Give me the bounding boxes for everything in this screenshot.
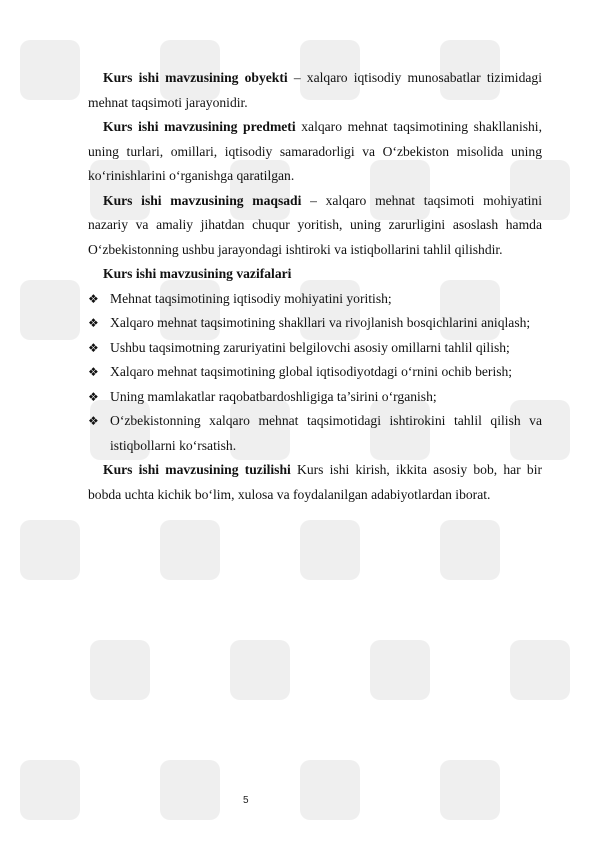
object-paragraph <box>88 66 542 115</box>
list-item-text: O‘zbekistonning xalqaro mehnat taqsimotidagi ishtirokini tahlil qilish va istiqbollarni ko‘rsatish. <box>110 413 542 453</box>
tasks-heading: Kurs ishi mavzusining vazifalari <box>103 266 292 281</box>
list-item <box>88 287 542 312</box>
list-item-text: Xalqaro mehnat taqsimotining shakllari va rivojlanish bosqichlarini aniqlash; <box>110 315 531 330</box>
diamond-bullet-icon: ❖ <box>88 414 99 428</box>
list-item <box>88 385 542 410</box>
list-item-text: Ushbu taqsimotning zaruriyatini belgilovchi asosiy omillarni tahlil qilish; <box>110 339 510 355</box>
structure-paragraph <box>88 458 542 507</box>
list-item <box>88 360 542 385</box>
structure-text: Kurs ishi kirish, ikkita asosiy bob, har bir bobda uchta kichik bo‘lim, xulosa va foydalanilgan adabiyotlardan iborat. <box>88 462 542 502</box>
subject-label: Kurs ishi mavzusining predmeti <box>103 119 296 134</box>
tasks-list <box>88 287 542 459</box>
structure-label: Kurs ishi mavzusining tuzilishi <box>103 462 291 477</box>
diamond-bullet-icon: ❖ <box>88 365 99 379</box>
list-item <box>88 409 542 458</box>
diamond-bullet-icon: ❖ <box>88 389 99 404</box>
subject-text: xalqaro mehnat taqsimotining shakllanishi, uning turlari, omillari, iqtisodiy samaradorligi va O‘zbekiston misolida uning ko‘rinishlarini o‘rganishga qaratilgan. <box>88 119 542 183</box>
diamond-bullet-icon: ❖ <box>88 291 99 306</box>
object-label: Kurs ishi mavzusining obyekti <box>103 70 288 85</box>
document-body <box>88 66 542 507</box>
goal-paragraph <box>88 189 542 263</box>
object-text: – xalqaro iqtisodiy munosabatlar tizimidagi mehnat taqsimoti jarayonidir. <box>88 70 542 110</box>
list-item <box>88 311 542 336</box>
subject-paragraph <box>88 115 542 189</box>
page-number: 5 <box>243 795 249 806</box>
goal-label: Kurs ishi mavzusining maqsadi <box>103 192 302 208</box>
list-item-text: Uning mamlakatlar raqobatbardoshligiga ta’sirini o‘rganish; <box>110 388 437 404</box>
diamond-bullet-icon: ❖ <box>88 340 99 355</box>
diamond-bullet-icon: ❖ <box>88 316 99 330</box>
list-item-text: Xalqaro mehnat taqsimotining global iqtisodiyotdagi o‘rnini ochib berish; <box>110 364 513 379</box>
list-item <box>88 336 542 361</box>
list-item-text: Mehnat taqsimotining iqtisodiy mohiyatini yoritish; <box>110 290 392 306</box>
goal-text: – xalqaro mehnat taqsimoti mohiyatini nazariy va amaliy jihatdan chuqur yoritish, uning zarurligini asoslash hamda O‘zbekistonning ushbu jarayondagi ishtiroki va istiqbollarini tahlil qilishdir. <box>88 192 542 257</box>
